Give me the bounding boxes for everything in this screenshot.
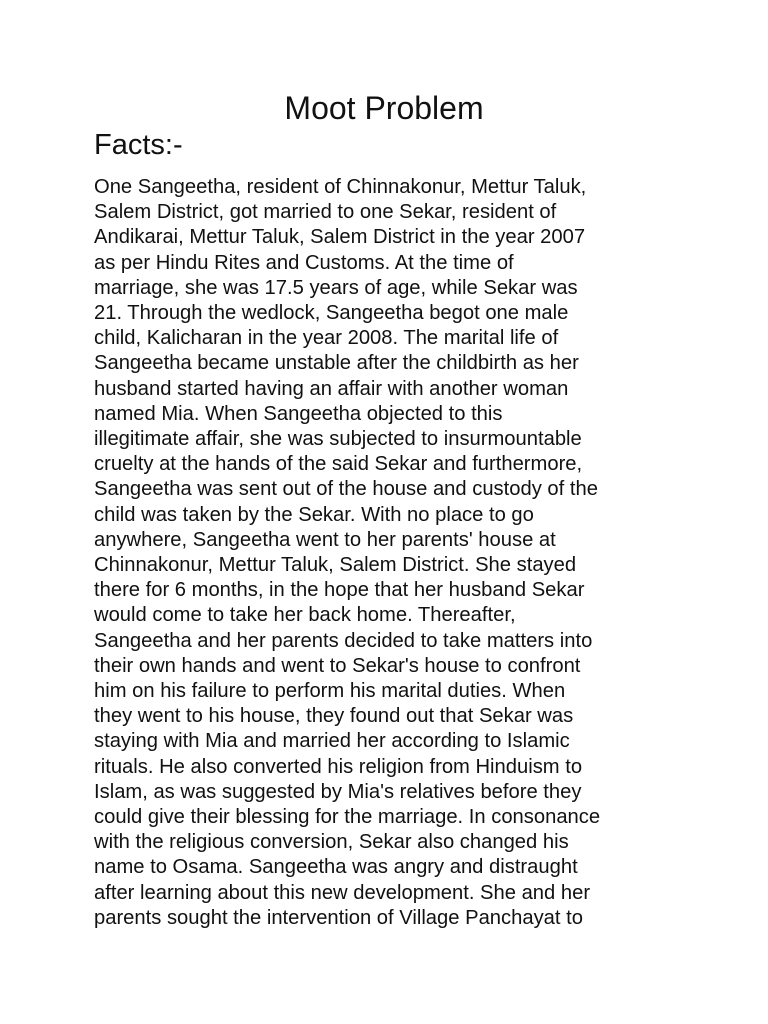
text-line: One Sangeetha, resident of Chinnakonur, Mettur Taluk, xyxy=(94,176,587,198)
text-line: illegitimate affair, she was subjected to insurmountable xyxy=(94,428,582,451)
section-heading-facts: Facts:- xyxy=(94,129,183,161)
text-line: Andikarai, Mettur Taluk, Salem District in the year 2007 xyxy=(94,226,586,249)
text-line: Sangeetha and her parents decided to take matters into xyxy=(94,629,593,652)
text-line: Salem District, got married to one Sekar, resident of xyxy=(94,201,557,224)
text-line: their own hands and went to Sekar's house to confront xyxy=(94,654,581,677)
text-line: Islam, as was suggested by Mia's relatives before they xyxy=(94,780,582,803)
text-line: would come to take her back home. Thereafter, xyxy=(94,604,516,627)
text-line: anywhere, Sangeetha went to her parents' house at xyxy=(94,528,556,551)
text-line: there for 6 months, in the hope that her husband Sekar xyxy=(94,579,585,602)
body-paragraph xyxy=(94,175,694,931)
text-line: rituals. He also converted his religion from Hinduism to xyxy=(94,755,583,778)
text-line: named Mia. When Sangeetha objected to this xyxy=(94,402,503,425)
text-line: husband started having an affair with another woman xyxy=(94,377,569,400)
text-line: as per Hindu Rites and Customs. At the time of xyxy=(94,251,514,274)
text-line: Sangeetha became unstable after the childbirth as her xyxy=(94,352,579,375)
text-line: Chinnakonur, Mettur Taluk, Salem District. She stayed xyxy=(94,554,577,577)
text-line: him on his failure to perform his marital duties. When xyxy=(94,680,566,703)
page-title: Moot Problem xyxy=(284,90,484,126)
text-line: could give their blessing for the marriage. In consonance xyxy=(94,806,601,829)
text-line: name to Osama. Sangeetha was angry and distraught xyxy=(94,856,578,879)
text-line: Sangeetha was sent out of the house and custody of the xyxy=(94,478,598,501)
text-line: marriage, she was 17.5 years of age, while Sekar was xyxy=(94,276,578,299)
text-line: they went to his house, they found out that Sekar was xyxy=(94,705,574,728)
text-line: 21. Through the wedlock, Sangeetha begot one male xyxy=(94,302,569,325)
text-line: after learning about this new development. She and her xyxy=(94,881,591,904)
text-line: with the religious conversion, Sekar also changed his xyxy=(94,831,569,854)
text-line: parents sought the intervention of Village Panchayat to xyxy=(94,906,583,929)
text-line: staying with Mia and married her according to Islamic xyxy=(94,730,570,753)
text-line: child was taken by the Sekar. With no place to go xyxy=(94,503,534,526)
text-line: cruelty at the hands of the said Sekar and furthermore, xyxy=(94,453,583,476)
text-line: child, Kalicharan in the year 2008. The marital life of xyxy=(94,327,559,350)
